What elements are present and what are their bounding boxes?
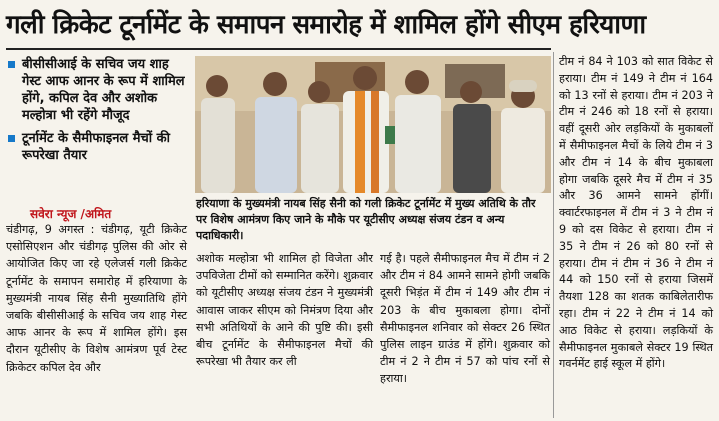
highlight-item (8, 130, 188, 164)
highlight-text: बीसीसीआई के सचिव जय शाह गेस्ट आफ आनर के रूप में शामिल होंगे, कपिल देव और अशोक मल्होत्रा भी रहेंगे मौजूद (22, 57, 185, 123)
body-column-1: चंडीगढ़, 9 अगस्त : चंडीगढ़, यूटी क्रिकेट एसोसिएशन और चंडीगढ़ पुलिस की ओर से आयोजित किए जा रहे एलेजर्स गली क्रिकेट टूर्नामेंट के समापन समारोह में हरियाणा के मुख्यमंत्री नायब सिंह सैनी मुख्यातिथि होंगे जबकि बीसीसीआई के सचिव जय शाह गेस्ट आफ आनर के रूप में शामिल होंगे। इस दौरान यूटीसीए के विशेष आमंत्रण पूर्व टेस्ट क्रिकेटर कपिल देव और (6, 223, 187, 374)
column-divider (553, 52, 554, 418)
headline: गली क्रिकेट टूर्नामेंट के समापन समारोह में शामिल होंगे सीएम हरियाणा (6, 10, 646, 40)
body-column-2: अशोक मल्होत्रा भी शामिल हो विजेता और उपविजेता टीमों को सम्मानित करेंगे। शुक्रवार को यूटीसीए अध्यक्ष संजय टंडन ने मुख्यमंत्री आवास जाकर सीएम को निमंत्रण दिया और सभी अतिथियों के आने की पुष्टि की। इसी बीच टूर्नामेंट के सैमीफाइनल मैचों की रूपरेखा भी तैयार कर ली (196, 252, 373, 369)
highlight-item (8, 56, 188, 124)
photo-caption: हरियाणा के मुख्यमंत्री नायब सिंह सैनी को गली क्रिकेट टूर्नामेंट में मुख्य अतिथि के तौर पर विशेष आमंत्रण किए जाने के मौके पर यूटीसीए अध्यक्ष संजय टंडन व अन्य पदाधिकारी। (196, 197, 536, 242)
news-photo (195, 56, 551, 193)
highlights-box (8, 56, 188, 170)
byline: सवेरा न्यूज /अमित (30, 207, 112, 221)
headline-rule (6, 48, 551, 50)
bullet-icon (8, 61, 15, 68)
bullet-icon (8, 135, 15, 142)
body-column-3: गई है। पहले सैमीफाइनल मैच में टीम नं 2 और टीम नं 84 आमने सामने होगी जबकि दूसरी भिड़ंत में टीम नं 149 और टीम नं 203 के बीच मुकाबला होगा। दोनों सैमीफाइनल शनिवार को सेक्टर 26 स्थित पुलिस लाइन ग्राउंड में होंगे। शुक्रवार को टीम नं 2 ने टीम नं 57 को पांच रनों से हराया। (380, 252, 550, 386)
highlight-text: टूर्नामेंट के सैमीफाइनल मैचों की रूपरेखा तैयार (22, 131, 171, 163)
body-column-4: टीम नं 84 ने 103 को सात विकेट से हराया। टीम नं 149 ने टीम नं 164 को 13 रनों से हराया। टीम नं 203 ने टीम नं 246 को 18 रनों से हराया। वहीं दूसरी ओर लड़कियों के मुकाबलों में सैमीफाइनल मैचों के लिये टीम नं 3 और टीम नं 14 के बीच मुकाबला होगा जबकि दूसरे मैच में टीम नं 35 और 36 आमने सामने होंगीं। क्वार्टरफाइनल में टीम नं 3 ने टीम नं 9 को दस विकेट से हराया। टीम नं 35 ने टीम नं 26 को 80 रनों से हराया। टीम नं टीम नं 36 ने टीम नं 44 को 150 रनों से हराया जिसमें तैयशा 128 का शतक काबिलेतारीफ रहा। टीम नं 22 ने टीम नं 14 को आठ विकेट से हराया। लड़कियों के सैमीफाइनल मुकाबले सेक्टर 19 स्थित गवर्नमेंट हाई स्कूल में होंगे। (559, 55, 713, 371)
officials-photo-illustration (195, 56, 551, 193)
